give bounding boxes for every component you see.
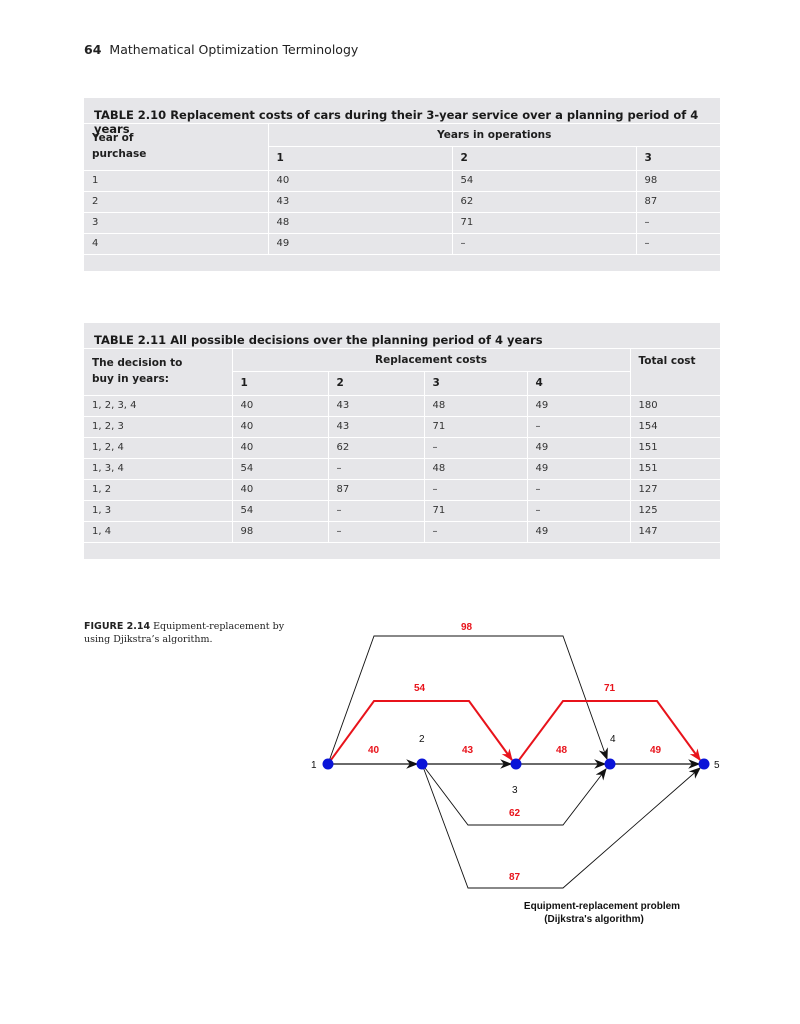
cell: – [424,479,527,500]
node-label-3: 3 [512,785,518,796]
weight-1-3: 54 [414,683,426,694]
table-2-11-title: All possible decisions over the planning period of 4 years [170,333,543,347]
cell: – [636,212,720,233]
sub-header: 2 [452,146,636,170]
figure-2-14-text: Equipment-replacement by using Djikstra’s algorithm. [84,621,285,645]
cell: 54 [452,170,636,191]
node-label-2: 2 [419,734,425,745]
cell: 48 [424,395,527,416]
cell: 49 [527,395,630,416]
weight-2-3: 43 [462,745,474,756]
cell: 49 [527,521,630,542]
weight-1-2: 40 [368,745,380,756]
node-3 [511,759,522,770]
cell: 154 [630,416,720,437]
node-1 [323,759,334,770]
total-cost-header: Total cost [630,349,720,395]
cell: 87 [636,191,720,212]
sub-header: 3 [424,371,527,395]
edge-3-5-optimal [516,701,700,764]
weight-4-5: 49 [650,745,662,756]
cell: 1, 3 [84,500,232,521]
years-in-operations-header: Years in operations [268,124,720,146]
table-2-10-title: Replacement costs of cars during their 3-year service over a planning period of 4 years [94,108,699,136]
cell: 71 [452,212,636,233]
cell: 1, 2, 4 [84,437,232,458]
page-number: 64 [84,42,102,57]
cell: 54 [232,500,328,521]
cell: – [328,521,424,542]
cell: 3 [84,212,268,233]
diagram-title-line1: Equipment-replacement problem [523,901,681,912]
cell: 87 [328,479,424,500]
sub-header: 1 [232,371,328,395]
sub-header: 2 [328,371,424,395]
node-label-4: 4 [610,734,616,745]
cell: – [328,458,424,479]
sub-header: 3 [636,146,720,170]
cell: 127 [630,479,720,500]
edge-1-3-optimal [328,701,512,764]
weight-1-4: 98 [461,622,473,633]
weight-3-5: 71 [604,683,616,694]
year-of-purchase-header: Year of purchase [92,132,147,160]
cell: 1, 4 [84,521,232,542]
cell: 151 [630,437,720,458]
edge-2-5 [422,764,700,888]
decision-header: The decision to buy in years: [92,357,183,385]
replacement-costs-header: Replacement costs [232,349,630,371]
node-label-5: 5 [714,760,720,771]
cell: 40 [232,437,328,458]
weight-2-5: 87 [509,872,521,883]
table-2-10-label: TABLE 2.10 [94,108,167,122]
cell: 54 [232,458,328,479]
weight-3-4: 48 [556,745,568,756]
cell: 48 [424,458,527,479]
cell: 1, 3, 4 [84,458,232,479]
cell: – [424,437,527,458]
cell: 40 [268,170,452,191]
table-2-11-label: TABLE 2.11 [94,333,167,347]
cell: 180 [630,395,720,416]
cell: 98 [636,170,720,191]
cell: 4 [84,233,268,254]
cell: 71 [424,500,527,521]
cell: – [328,500,424,521]
node-2 [417,759,428,770]
cell: 125 [630,500,720,521]
cell: 62 [452,191,636,212]
cell: – [527,416,630,437]
diagram-title-line2: (Dijkstra's algorithm) [544,914,644,925]
weight-2-4: 62 [509,808,521,819]
cell: 48 [268,212,452,233]
cell: 98 [232,521,328,542]
cell: 43 [328,395,424,416]
cell: 43 [328,416,424,437]
figure-2-14-label: FIGURE 2.14 [84,621,151,632]
cell: 151 [630,458,720,479]
cell: – [527,500,630,521]
running-title: Mathematical Optimization Terminology [109,42,359,57]
node-5 [699,759,710,770]
cell: 62 [328,437,424,458]
cell: 1, 2, 3 [84,416,232,437]
cell: – [424,521,527,542]
cell: 71 [424,416,527,437]
cell: – [527,479,630,500]
cell: 40 [232,395,328,416]
cell: 1, 2 [84,479,232,500]
cell: 40 [232,479,328,500]
cell: – [452,233,636,254]
node-4 [605,759,616,770]
cell: – [636,233,720,254]
cell: 43 [268,191,452,212]
node-label-1: 1 [311,760,317,771]
cell: 1 [84,170,268,191]
cell: 49 [527,458,630,479]
cell: 2 [84,191,268,212]
cell: 147 [630,521,720,542]
cell: 49 [268,233,452,254]
sub-header: 1 [268,146,452,170]
cell: 40 [232,416,328,437]
sub-header: 4 [527,371,630,395]
cell: 49 [527,437,630,458]
cell: 1, 2, 3, 4 [84,395,232,416]
